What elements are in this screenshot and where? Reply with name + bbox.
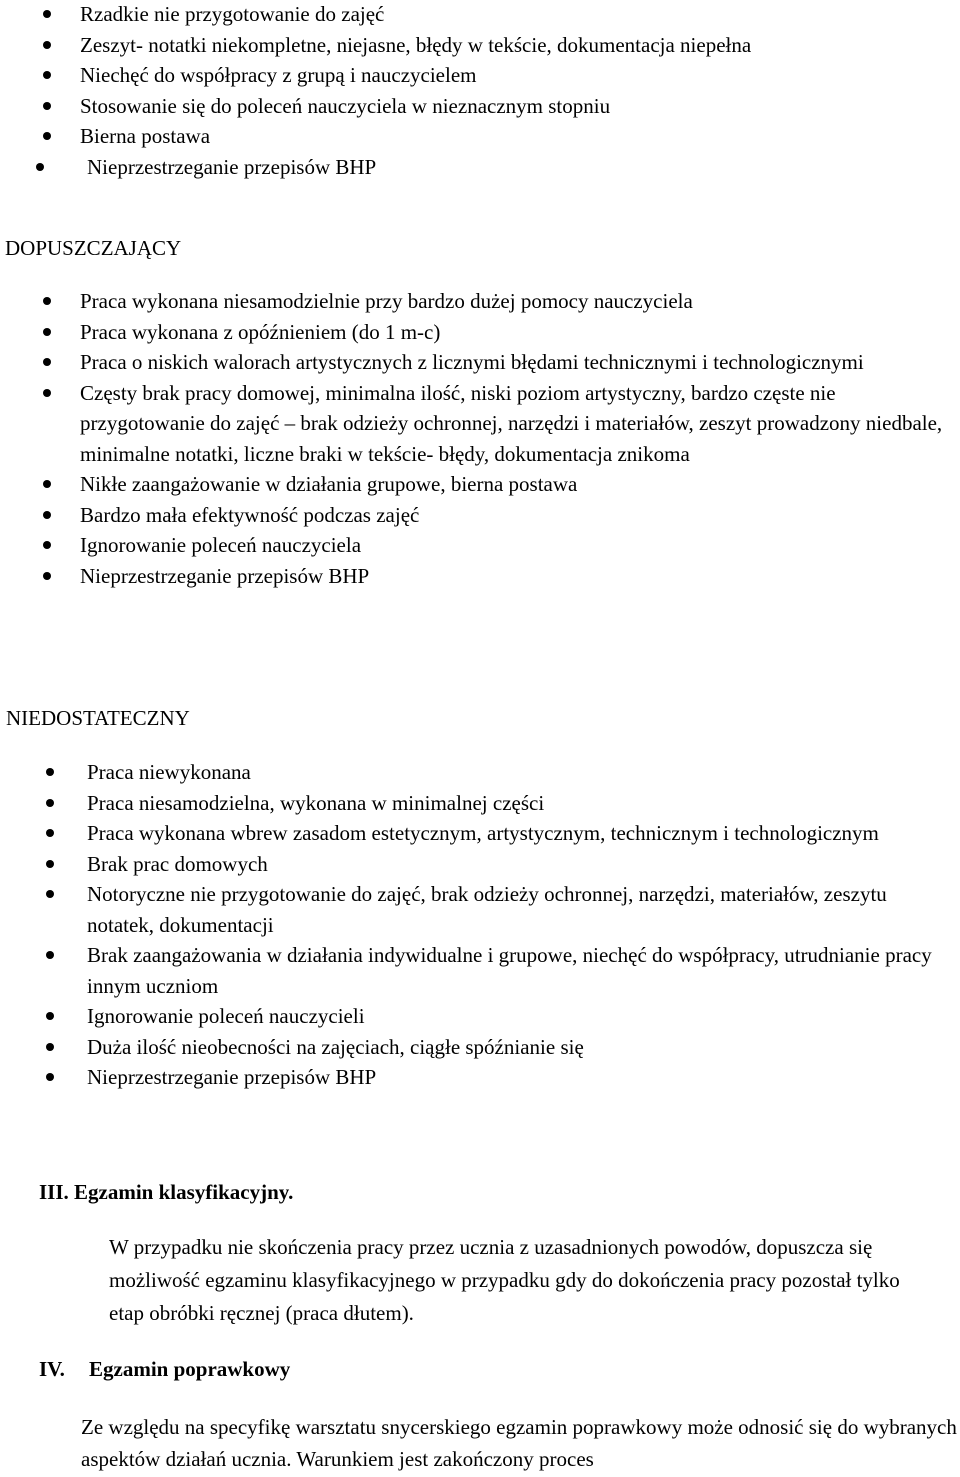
bullet-icon (46, 890, 54, 898)
list-item: Praca niewykonana (87, 757, 947, 788)
list-item: Duża ilość nieobecności na zajęciach, ciągłe spóźnianie się (87, 1032, 947, 1063)
section-number: IV. (39, 1357, 65, 1381)
list-item: Ignorowanie poleceń nauczyciela (80, 530, 960, 561)
list-item: Zeszyt- notatki niekompletne, niejasne, błędy w tekście, dokumentacja niepełna (80, 30, 950, 61)
list-item: Bardzo mała efektywność podczas zajęć (80, 500, 960, 531)
list-item: Częsty brak pracy domowej, minimalna ilość, niski poziom artystyczny, bardzo częste nie przygotowanie do zajęć – brak odzieży ochronnej, narzędzi i materiałów, zeszyt prowadzony niedbale, minimalne notatki, liczne braki w tekście- błędy, dokumentacja znikoma (80, 378, 960, 470)
section-title-egzamin-klasyfikacyjny: III. Egzamin klasyfikacyjny. (39, 1180, 294, 1204)
bullet-icon (43, 297, 51, 305)
bullet-icon (46, 829, 54, 837)
criteria-list-top (80, 0, 950, 182)
bullet-icon (43, 358, 51, 366)
grade-heading-niedostateczny: NIEDOSTATECZNY (6, 706, 190, 730)
bullet-icon (43, 511, 51, 519)
criteria-list-dopuszczajacy (80, 286, 960, 591)
bullet-icon (43, 102, 51, 110)
criteria-list-niedostateczny (87, 757, 947, 1093)
section-paragraph-egzamin-klasyfikacyjny: W przypadku nie skończenia pracy przez ucznia z uzasadnionych powodów, dopuszcza się możliwość egzaminu klasyfikacyjnego w przypadku gdy do dokończenia pracy pozostał tylko etap obróbki ręcznej (praca dłutem). (109, 1235, 900, 1325)
list-item: Notoryczne nie przygotowanie do zajęć, brak odzieży ochronnej, narzędzi, materiałów, zeszytu notatek, dokumentacji (87, 879, 947, 940)
list-item: Brak prac domowych (87, 849, 947, 880)
bullet-icon (43, 71, 51, 79)
bullet-icon (46, 1012, 54, 1020)
bullet-icon (43, 41, 51, 49)
list-item: Bierna postawa (80, 121, 950, 152)
section-title-text: Egzamin poprawkowy (89, 1357, 291, 1381)
list-item: Praca niesamodzielna, wykonana w minimalnej części (87, 788, 947, 819)
bullet-icon (43, 480, 51, 488)
list-item: Praca o niskich walorach artystycznych z licznymi błędami technicznymi i technologicznymi (80, 347, 960, 378)
grade-heading-dopuszczajacy: DOPUSZCZAJĄCY (5, 236, 182, 260)
bullet-icon (43, 541, 51, 549)
bullet-icon (46, 1073, 54, 1081)
list-item: Rzadkie nie przygotowanie do zajęć (80, 0, 950, 30)
list-item: Niechęć do współpracy z grupą i nauczycielem (80, 60, 950, 91)
bullet-icon (46, 768, 54, 776)
list-item: Ignorowanie poleceń nauczycieli (87, 1001, 947, 1032)
list-item: Nieprzestrzeganie przepisów BHP (80, 152, 950, 183)
section-title-egzamin-poprawkowy (39, 1354, 290, 1384)
list-item: Praca wykonana z opóźnieniem (do 1 m-c) (80, 317, 960, 348)
list-item: Nieprzestrzeganie przepisów BHP (87, 1062, 947, 1093)
bullet-icon (46, 799, 54, 807)
bullet-icon (46, 860, 54, 868)
bullet-icon (46, 951, 54, 959)
list-item: Nikłe zaangażowanie w działania grupowe, bierna postawa (80, 469, 960, 500)
bullet-icon (43, 572, 51, 580)
list-item: Stosowanie się do poleceń nauczyciela w nieznacznym stopniu (80, 91, 950, 122)
list-item: Praca wykonana wbrew zasadom estetycznym, artystycznym, technicznym i technologicznym (87, 818, 947, 849)
bullet-icon (43, 389, 51, 397)
list-item: Praca wykonana niesamodzielnie przy bardzo dużej pomocy nauczyciela (80, 286, 960, 317)
list-item: Nieprzestrzeganie przepisów BHP (80, 561, 960, 592)
bullet-icon (36, 163, 44, 171)
bullet-icon (43, 328, 51, 336)
list-item: Brak zaangażowania w działania indywidualne i grupowe, niechęć do współpracy, utrudnianie pracy innym uczniom (87, 940, 947, 1001)
bullet-icon (43, 132, 51, 140)
bullet-icon (43, 10, 51, 18)
section-paragraph-egzamin-poprawkowy: Ze względu na specyfikę warsztatu snycerskiego egzamin poprawkowy może odnosić się do wybranych aspektów działań ucznia. Warunkiem jest zakończony proces (81, 1415, 957, 1471)
bullet-icon (46, 1043, 54, 1051)
